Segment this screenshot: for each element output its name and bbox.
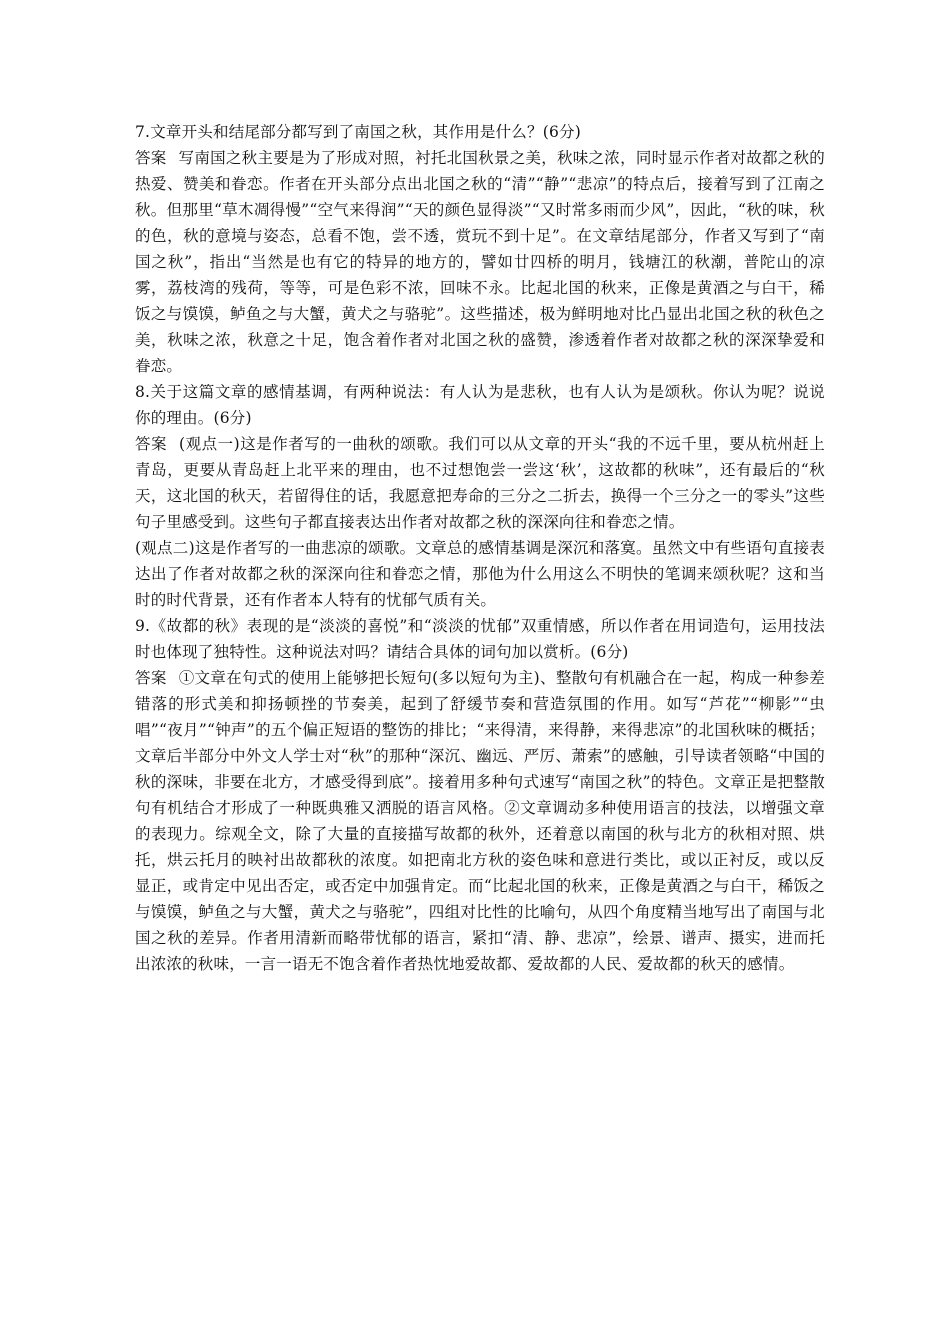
question-7-block bbox=[135, 119, 825, 379]
question-9: 9.《故都的秋》表现的是“淡淡的喜悦”和“淡淡的忧郁”双重情感，所以作者在用词造句，运用技法时也体现了独特性。这种说法对吗？请结合具体的词句加以赏析。(6分) bbox=[135, 617, 825, 661]
document-page bbox=[135, 119, 825, 977]
answer-label: 答案 bbox=[135, 669, 167, 687]
answer-9 bbox=[135, 665, 825, 977]
answer-7 bbox=[135, 145, 825, 379]
answer-label: 答案 bbox=[135, 435, 168, 453]
question-7: 7.文章开头和结尾部分都写到了南国之秋，其作用是什么？(6分) bbox=[135, 123, 581, 141]
answer-8-text: (观点一)这是作者写的一曲秋的颂歌。我们可以从文章的开头“我的不远千里，要从杭州赶上青岛，更要从青岛赶上北平来的理由，也不过想饱尝一尝这‘秋’，这故都的秋味”，还有最后的“秋天，这北国的秋天，若留得住的话，我愿意把寿命的三分之二折去，换得一个三分之一的零头”这些句子里感受到。这些句子都直接表达出作者对故都之秋的深深向往和眷恋之情。 bbox=[135, 435, 826, 531]
answer-8 bbox=[135, 431, 825, 535]
answer-8-viewpoint-2: (观点二)这是作者写的一曲悲凉的颂歌。文章总的感情基调是深沉和落寞。虽然文中有些语句直接表达出了作者对故都之秋的深深向往和眷恋之情，那他为什么用这么不明快的笔调来颂秋呢？这和当时的时代背景，还有作者本人特有的忧郁气质有关。 bbox=[135, 539, 825, 609]
answer-label: 答案 bbox=[135, 149, 167, 167]
answer-7-text: 写南国之秋主要是为了形成对照，衬托北国秋景之美，秋味之浓，同时显示作者对故都之秋的热爱、赞美和眷恋。作者在开头部分点出北国之秋的“清”“静”“悲凉”的特点后，接着写到了江南之秋。但那里“草木凋得慢”“空气来得润”“天的颜色显得淡”“又时常多雨而少风”，因此，“秋的味，秋的色，秋的意境与姿态，总看不饱，尝不透，赏玩不到十足”。在文章结尾部分，作者又写到了“南国之秋”，指出“当然是也有它的特异的地方的，譬如廿四桥的明月，钱塘江的秋潮，普陀山的凉雾，荔枝湾的残荷，等等，可是色彩不浓，回味不永。比起北国的秋来，正像是黄酒之与白干，稀饭之与馍馍，鲈鱼之与大蟹，黄犬之与骆驼”。这些描述，极为鲜明地对比凸显出北国之秋的秋色之美，秋味之浓，秋意之十足，饱含着作者对北国之秋的盛赞，渗透着作者对故都之秋的深深挚爱和眷恋。 bbox=[135, 149, 826, 375]
answer-9-text: ①文章在句式的使用上能够把长短句(多以短句为主)、整散句有机融合在一起，构成一种参差错落的形式美和抑扬顿挫的节奏美，起到了舒缓节奏和营造氛围的作用。如写“芦花”“柳影”“虫唱”“夜月”“钟声”的五个偏正短语的整饬的排比；“来得清，来得静，来得悲凉”的北国秋味的概括；文章后半部分中外文人学士对“秋”的那种“深沉、幽远、严厉、萧索”的感触，引导读者领略“中国的秋的深味，非要在北方，才感受得到底”。接着用多种句式速写“南国之秋”的特色。文章正是把整散句有机结合才形成了一种既典雅又洒脱的语言风格。②文章调动多种使用语言的技法，以增强文章的表现力。综观全文，除了大量的直接描写故都的秋外，还着意以南国的秋与北方的秋相对照、烘托，烘云托月的映衬出故都秋的浓度。如把南北方秋的姿色味和意进行类比，或以正衬反，或以反显正，或肯定中见出否定，或否定中加强肯定。而“比起北国的秋来，正像是黄酒之与白干，稀饭之与馍馍，鲈鱼之与大蟹，黄犬之与骆驼”，四组对比性的比喻句，从四个角度精当地写出了南国与北国之秋的差异。作者用清新而略带忧郁的语言，紧扣“清、静、悲凉”，绘景、谱声、摄实，进而托出浓浓的秋味，一言一语无不饱含着作者热忱地爱故都、爱故都的人民、爱故都的秋天的感情。 bbox=[135, 669, 825, 973]
question-8-block bbox=[135, 379, 825, 613]
question-8: 8.关于这篇文章的感情基调，有两种说法：有人认为是悲秋，也有人认为是颂秋。你认为呢？说说你的理由。(6分) bbox=[135, 383, 825, 427]
question-9-block bbox=[135, 613, 825, 977]
